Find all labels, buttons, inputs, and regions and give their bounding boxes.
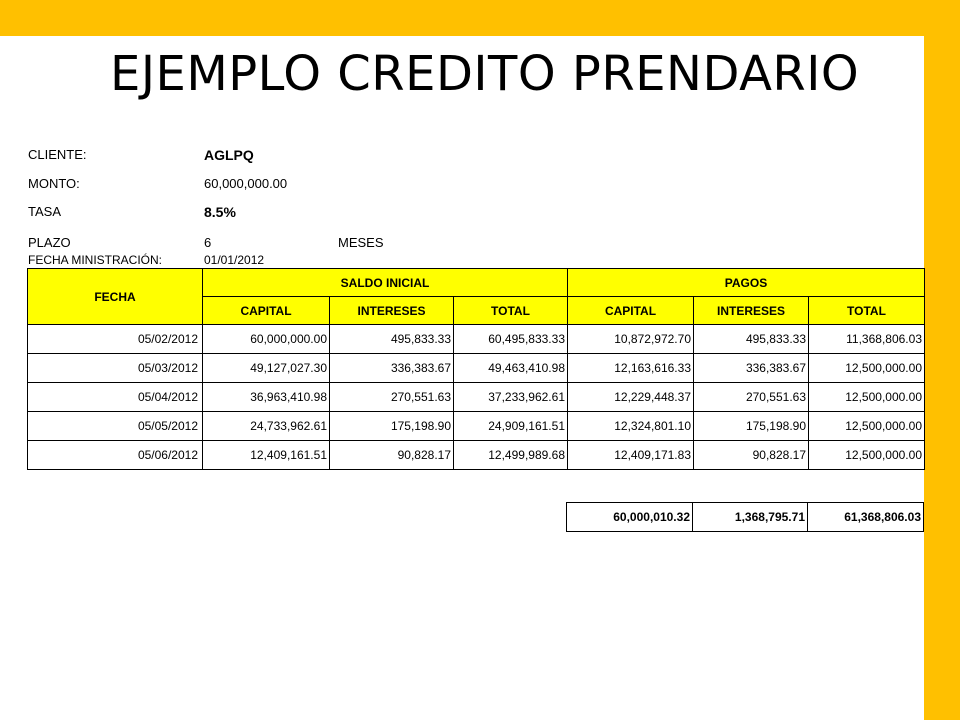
cell-saldo-capital: 49,127,027.30 [203,354,330,383]
cell-saldo-total: 60,495,833.33 [454,325,568,354]
cell-pago-total: 12,500,000.00 [809,354,925,383]
cliente-label: CLIENTE: [28,147,87,162]
cell-saldo-intereses: 336,383.67 [330,354,454,383]
cell-saldo-intereses: 270,551.63 [330,383,454,412]
cell-pago-intereses: 270,551.63 [694,383,809,412]
table-row [28,325,925,354]
monto-value: 60,000,000.00 [204,176,288,191]
slide-title: EJEMPLO CREDITO PRENDARIO [110,46,860,102]
fecha-ministracion-value: 01/01/2012 [204,253,265,267]
subheader-saldo-capital: CAPITAL [203,297,330,325]
cell-pago-intereses: 495,833.33 [694,325,809,354]
right-accent-band [924,0,960,720]
plazo-label: PLAZO [28,235,71,250]
cell-pago-capital: 12,324,801.10 [568,412,694,441]
cell-pago-intereses: 336,383.67 [694,354,809,383]
cell-saldo-total: 12,499,989.68 [454,441,568,470]
totals-row [567,503,924,532]
cell-fecha: 05/02/2012 [28,325,203,354]
cell-fecha: 05/04/2012 [28,383,203,412]
cell-pago-capital: 12,229,448.37 [568,383,694,412]
cell-pago-capital: 12,163,616.33 [568,354,694,383]
subheader-pagos-capital: CAPITAL [568,297,694,325]
cell-pago-total: 12,500,000.00 [809,412,925,441]
cell-saldo-intereses: 495,833.33 [330,325,454,354]
cell-pago-total: 12,500,000.00 [809,441,925,470]
cell-saldo-intereses: 175,198.90 [330,412,454,441]
table-row [28,412,925,441]
total-capital: 60,000,010.32 [567,503,693,532]
cell-saldo-capital: 60,000,000.00 [203,325,330,354]
cell-pago-intereses: 90,828.17 [694,441,809,470]
cell-saldo-total: 24,909,161.51 [454,412,568,441]
header-fecha: FECHA [28,269,203,325]
cell-saldo-capital: 24,733,962.61 [203,412,330,441]
monto-label: MONTO: [28,176,80,191]
total-total: 61,368,806.03 [808,503,924,532]
total-intereses: 1,368,795.71 [693,503,808,532]
cell-fecha: 05/05/2012 [28,412,203,441]
subheader-pagos-intereses: INTERESES [694,297,809,325]
cell-pago-intereses: 175,198.90 [694,412,809,441]
cell-fecha: 05/06/2012 [28,441,203,470]
cell-fecha: 05/03/2012 [28,354,203,383]
totals-table [566,502,924,532]
subheader-pagos-total: TOTAL [809,297,925,325]
subheader-saldo-intereses: INTERESES [330,297,454,325]
subheader-saldo-total: TOTAL [454,297,568,325]
plazo-value: 6 [204,235,212,250]
plazo-unit: MESES [338,235,384,250]
table-row [28,354,925,383]
tasa-value: 8.5% [204,204,236,220]
cell-pago-capital: 10,872,972.70 [568,325,694,354]
cliente-value: AGLPQ [204,147,254,163]
top-accent-band [0,0,960,36]
cell-saldo-total: 37,233,962.61 [454,383,568,412]
cell-saldo-capital: 12,409,161.51 [203,441,330,470]
tasa-label: TASA [28,204,61,219]
cell-pago-total: 11,368,806.03 [809,325,925,354]
cell-saldo-total: 49,463,410.98 [454,354,568,383]
fecha-ministracion-label: FECHA MINISTRACIÓN: [28,253,163,267]
amortization-table [27,268,925,470]
cell-saldo-intereses: 90,828.17 [330,441,454,470]
table-row [28,441,925,470]
cell-saldo-capital: 36,963,410.98 [203,383,330,412]
table-row [28,383,925,412]
cell-pago-capital: 12,409,171.83 [568,441,694,470]
header-saldo-inicial: SALDO INICIAL [203,269,568,297]
header-pagos: PAGOS [568,269,925,297]
cell-pago-total: 12,500,000.00 [809,383,925,412]
